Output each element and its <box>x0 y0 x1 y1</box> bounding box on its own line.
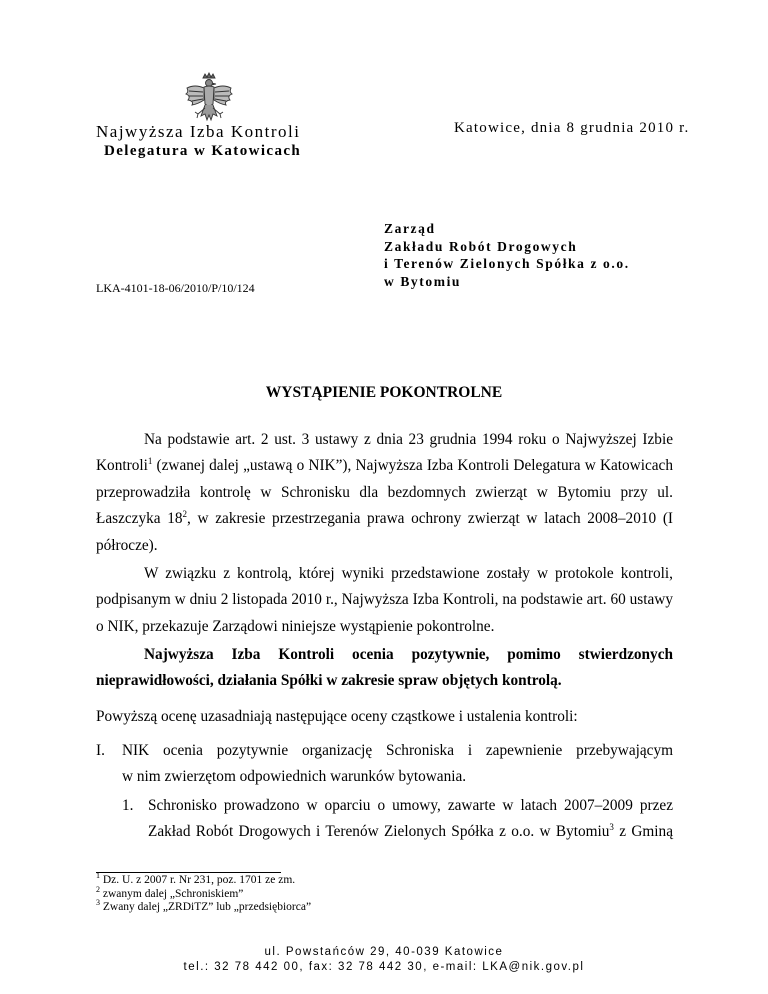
section-text: NIK ocenia pozytywnie organizację Schroniska i zapewnienie przebywającym <box>122 742 673 759</box>
addressee-line: Zarząd <box>384 221 436 236</box>
polish-eagle-emblem-icon <box>183 72 235 128</box>
section-number: I. <box>96 742 105 759</box>
footnote-ref: 2 <box>182 509 188 520</box>
section-i-continuation: w nim zwierzętom odpowiednich warunków bytowania. <box>122 768 467 786</box>
paragraph-assessment <box>96 642 673 695</box>
item-text: Zakład Robót Drogowych i Terenów Zielonych Spółka z o.o. w Bytomiu <box>148 823 610 841</box>
section-i <box>96 738 673 791</box>
reference-number: LKA-4101-18-06/2010/P/10/124 <box>96 281 255 295</box>
paragraph-text: , w zakresie przestrzegania prawa ochrony zwierząt w latach 2008–2010 (I półrocze). <box>96 510 674 554</box>
footnote-ref: 1 <box>147 456 153 467</box>
footnote-text: zwanym dalej „Schroniskiem” <box>102 887 244 900</box>
paragraph-intro <box>96 427 673 559</box>
footnote-ref: 3 <box>609 822 614 833</box>
footnotes <box>96 871 312 915</box>
assessment-line: Najwyższa Izba Kontroli ocenia pozytywnie, pomimo stwierdzonych <box>144 646 673 663</box>
section-i-line <box>96 738 673 764</box>
item-1-continuation <box>122 819 673 845</box>
item-text: Schronisko prowadzono w oparciu o umowy, zawarte w latach 2007–2009 przez <box>148 797 673 814</box>
footer-contact: tel.: 32 78 442 00, fax: 32 78 442 30, e-mail: LKA@nik.gov.pl <box>183 961 585 973</box>
footnote-number: 3 <box>96 898 100 908</box>
paragraph-protocol: W związku z kontrolą, której wyniki przedstawione zostały w protokole kontroli, podpisanym w dniu 2 listopada 2010 r., Najwyższa Izba Kontroli, na podstawie art. 60 ustawy o NIK, przekazuje Zarządowi niniejsze wystąpienie pokontrolne. <box>96 565 673 635</box>
item-number: 1. <box>122 797 134 814</box>
addressee-line: i Terenów Zielonych Spółka z o.o. <box>384 256 630 271</box>
document-title: WYSTĄPIENIE POKONTROLNE <box>265 384 503 401</box>
footnote <box>96 871 311 888</box>
footnote <box>96 898 312 915</box>
footnote <box>96 884 311 902</box>
page-footer <box>0 945 768 975</box>
paragraph-text: (zwanej dalej „ustawą o NIK”), Najwyższa Izba Kontroli Delegatura w Katowicach przeprowadziła kontrolę w Schronisku dla bezdomnych zwierząt w Bytomiu przy ul. Łaszczyka 18 <box>96 457 673 528</box>
footnote-text: Zwany dalej „ZRDiTZ” lub „przedsiębiorca” <box>102 901 312 913</box>
paragraph-text: Na podstawie art. 2 ust. 3 ustawy z dnia 23 grudnia 1994 roku o Najwyższej Izbie Kontroli <box>96 431 673 475</box>
department-name: Delegatura w Katowicach <box>104 143 302 159</box>
assessment-line: nieprawidłowości, działania Spółki w zakresie spraw objętych kontrolą. <box>96 672 562 690</box>
footnote-text: Dz. U. z 2007 r. Nr 231, poz. 1701 ze zm. <box>102 874 296 886</box>
paragraph-justification: Powyższą ocenę uzasadniają następujące oceny cząstkowe i ustalenia kontroli: <box>96 708 578 725</box>
item-text: z Gminą <box>613 823 673 841</box>
item-1-line <box>122 793 673 819</box>
institution-name: Najwyższa Izba Kontroli <box>96 122 301 141</box>
addressee-block <box>384 220 630 290</box>
addressee-line: Zakładu Robót Drogowych <box>384 238 578 254</box>
footnote-separator <box>96 872 281 873</box>
addressee-line: w Bytomiu <box>384 273 462 289</box>
item-1 <box>96 793 673 846</box>
footer-address: ul. Powstańców 29, 40-039 Katowice <box>264 946 504 958</box>
date-line: Katowice, dnia 8 grudnia 2010 r. <box>454 120 690 136</box>
footnote-number: 1 <box>96 871 100 881</box>
footnote-number: 2 <box>96 884 100 894</box>
